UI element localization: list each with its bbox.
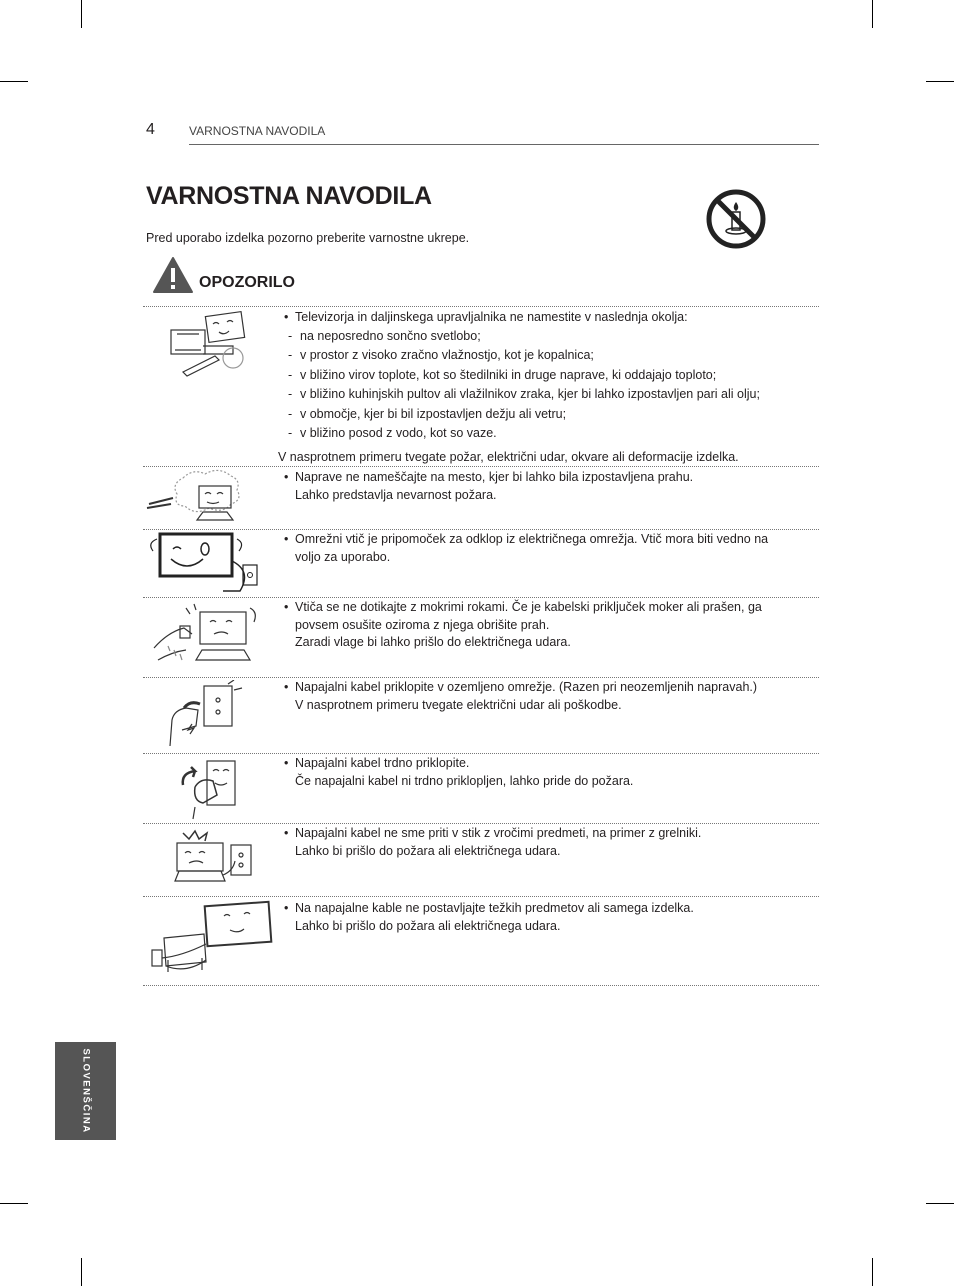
- row-divider: [143, 677, 819, 678]
- bullet-text: • Vtiča se ne dotikajte z mokrimi rokami. Če je kabelski priključek moker ali prašen, ga: [283, 599, 813, 617]
- warning-item: [283, 599, 813, 652]
- crop-mark: [872, 1258, 873, 1286]
- plug-access-illustration: [143, 531, 271, 593]
- continuation-text: voljo za uporabo.: [295, 549, 391, 564]
- row-divider: [143, 896, 819, 897]
- sub-item: - na neposredno sončno svetlobo;: [283, 327, 813, 347]
- continuation-text: V nasprotnem primeru tvegate električni udar ali poškodbe.: [295, 697, 622, 712]
- language-label: SLOVENŠČINA: [80, 1048, 91, 1134]
- crop-mark: [926, 1203, 954, 1204]
- dust-illustration: [143, 468, 271, 528]
- wet-hands-illustration: [150, 600, 270, 672]
- grounded-outlet-illustration: [162, 680, 252, 750]
- sub-item: - v bližino kuhinjskih pultov ali vlažilnikov zraka, kjer bi lahko izpostavljen pari ali olju;: [283, 385, 813, 405]
- page-title: VARNOSTNA NAVODILA: [146, 182, 432, 210]
- bullet-text: • Naprave ne nameščajte na mesto, kjer bi lahko bila izpostavljena prahu.: [283, 469, 813, 487]
- warning-item: [283, 531, 813, 566]
- row-divider: [143, 597, 819, 598]
- continuation-text: Zaradi vlage bi lahko prišlo do električnega udara.: [295, 635, 571, 649]
- sub-item: - v bližino posod z vodo, kot so vaze.: [283, 424, 813, 444]
- sub-item: - v območje, kjer bi bil izpostavljen dežju ali vetru;: [283, 405, 813, 425]
- running-header: VARNOSTNA NAVODILA: [189, 124, 326, 138]
- bullet-text: • Napajalni kabel trdno priklopite.: [283, 755, 813, 773]
- intro-text: Pred uporabo izdelka pozorno preberite varnostne ukrepe.: [146, 231, 470, 245]
- warning-section-environment: [283, 309, 813, 444]
- bullet-text: • Na napajalne kable ne postavljajte težkih predmetov ali samega izdelka.: [283, 900, 813, 918]
- row-divider: [143, 306, 819, 307]
- warning-triangle-icon: [152, 256, 194, 294]
- bullet-text: • Televizorja in daljinskega upravljalnika ne namestite v naslednja okolja:: [283, 309, 813, 327]
- sub-item: - v bližino virov toplote, kot so štedilniki in druge naprave, ki oddajajo toploto;: [283, 366, 813, 386]
- row-divider: [143, 753, 819, 754]
- continuation-text: povsem osušite oziroma z njega obrišite prah.: [295, 617, 550, 632]
- bullet-text: • Napajalni kabel ne sme priti v stik z vročimi predmeti, na primer z grelniki.: [283, 825, 813, 843]
- warning-item: [283, 469, 813, 504]
- warning-label: OPOZORILO: [199, 274, 295, 291]
- crop-mark: [81, 1258, 82, 1286]
- firm-plug-illustration: [165, 757, 245, 821]
- crop-mark: [872, 0, 873, 28]
- row-divider: [143, 529, 819, 530]
- heater-illustration: [165, 827, 255, 891]
- crop-mark: [926, 81, 954, 82]
- warning-item: [283, 679, 813, 714]
- header-rule: [189, 144, 819, 145]
- crop-mark: [0, 1203, 28, 1204]
- continuation-text: Če napajalni kabel ni trdno priklopljen, lahko pride do požara.: [295, 773, 634, 788]
- continuation-text: Lahko bi prišlo do požara ali električnega udara.: [295, 918, 561, 933]
- bullet-text: • Omrežni vtič je pripomoček za odklop iz električnega omrežja. Vtič mora biti vedno na: [283, 531, 813, 549]
- heavy-object-cable-illustration: [148, 900, 274, 982]
- page-number: 4: [146, 121, 155, 138]
- row-divider: [143, 823, 819, 824]
- bullet-text: • Napajalni kabel priklopite v ozemljeno omrežje. (Razen pri neozemljenih napravah.): [283, 679, 813, 697]
- continuation-text: Lahko bi prišlo do požara ali električnega udara.: [295, 843, 561, 858]
- no-open-flame-icon: [705, 188, 767, 250]
- section-note: V nasprotnem primeru tvegate požar, električni udar, okvare ali deformacije izdelka.: [278, 450, 739, 464]
- warning-item: [283, 825, 813, 860]
- warning-item: [283, 900, 813, 935]
- sub-item: - v prostor z visoko zračno vlažnostjo, kot je kopalnica;: [283, 346, 813, 366]
- warning-item: [283, 755, 813, 790]
- tv-environment-illustration: [163, 310, 263, 380]
- crop-mark: [0, 81, 28, 82]
- crop-mark: [81, 0, 82, 28]
- row-divider: [143, 985, 819, 986]
- language-side-tab: [55, 1042, 116, 1140]
- continuation-text: Lahko predstavlja nevarnost požara.: [295, 487, 497, 502]
